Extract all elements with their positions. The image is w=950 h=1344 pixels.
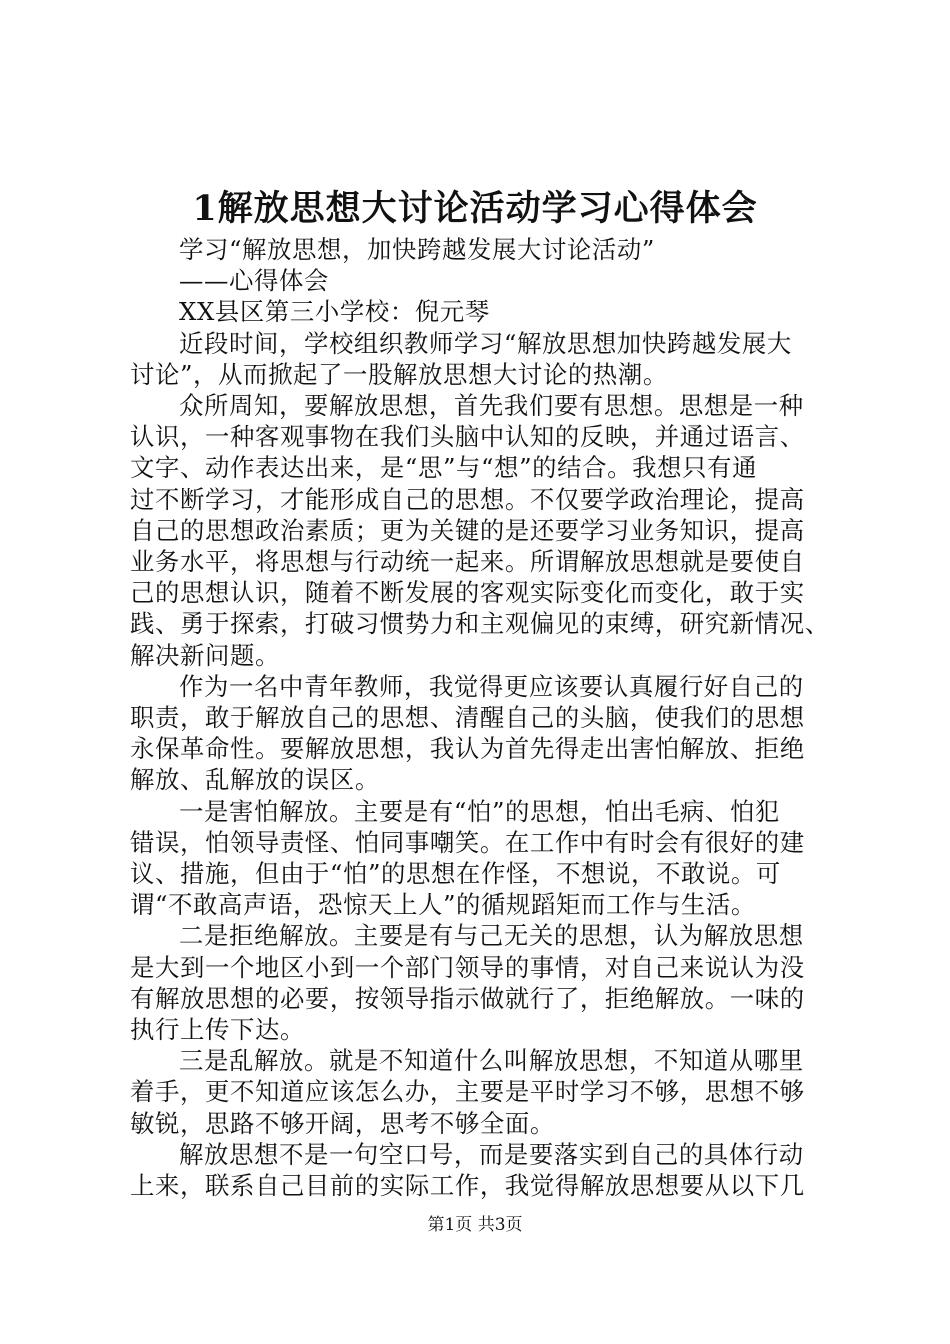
paragraph-line: 议、措施，但由于“怕”的思想在作怪，不想说，不敢说。可 (130, 859, 781, 889)
paragraph-line: 上来，联系自己目前的实际工作，我觉得解放思想要从以下几 (130, 1171, 805, 1201)
paragraph-line: 认识，一种客观事物在我们头脑中认知的反映，并通过语言、 (130, 422, 805, 452)
paragraph-line: 是大到一个地区小到一个部门领导的事情，对自己来说认为没 (130, 952, 805, 982)
subtitle-line: 学习“解放思想，加快跨越发展大讨论活动” (179, 235, 655, 264)
author-line: XX县区第三小学校：倪元琴 (179, 297, 490, 327)
paragraph-line: 解放思想不是一句空口号，而是要落实到自己的具体行动 (179, 1139, 804, 1169)
paragraph-line: 解决新问题。 (130, 640, 280, 670)
paragraph-line: 讨论”，从而掀起了一股解放思想大讨论的热潮。 (130, 359, 668, 389)
paragraph-line: 己的思想认识，随着不断发展的客观实际变化而变化，敢于实 (130, 578, 805, 608)
paragraph-line: 敏锐，思路不够开阔，思考不够全面。 (130, 1108, 555, 1138)
paragraph-line: 永保革命性。要解放思想，我认为首先得走出害怕解放、拒绝 (130, 734, 805, 764)
paragraph (130, 1045, 842, 1139)
paragraph-line: 践、勇于探索，打破习惯势力和主观偏见的束缚，研究新情况、 (130, 609, 830, 639)
paragraph (130, 671, 842, 796)
paragraph-line: 执行上传下达。 (130, 1015, 305, 1045)
paragraph (130, 328, 842, 390)
paragraph-line: 过不断学习，才能形成自己的思想。不仅要学政治理论，提高 (130, 484, 805, 514)
paragraph (130, 920, 842, 1045)
document-title: 1解放思想大讨论活动学习心得体会 (192, 188, 758, 229)
paragraph-line: 解放、乱解放的误区。 (130, 765, 380, 795)
paragraph-line: 近段时间，学校组织教师学习“解放思想加快跨越发展大 (179, 328, 792, 358)
paragraph-line: 众所周知，要解放思想，首先我们要有思想。思想是一种 (179, 391, 804, 421)
paragraph-line: 着手，更不知道应该怎么办，主要是平时学习不够，思想不够 (130, 1077, 805, 1107)
paragraph-line: 错误，怕领导责怪、怕同事嘲笑。在工作中有时会有很好的建 (130, 827, 805, 857)
paragraph-line: 三是乱解放。就是不知道什么叫解放思想，不知道从哪里 (179, 1046, 804, 1076)
paragraph (130, 390, 842, 671)
paragraph (130, 1139, 842, 1201)
paragraph-line: 自己的思想政治素质；更为关键的是还要学习业务知识，提高 (130, 515, 805, 545)
document-body (130, 234, 842, 1201)
paragraph-line: 文字、动作表达出来，是“思”与“想”的结合。我想只有通 (130, 453, 758, 483)
paragraph-line: 二是拒绝解放。主要是有与己无关的思想，认为解放思想 (179, 921, 804, 951)
subtitle-line: ——心得体会 (179, 266, 329, 296)
paragraph-line: 职责，敢于解放自己的思想、清醒自己的头脑，使我们的思想 (130, 703, 805, 733)
paragraph-line: 有解放思想的必要，按领导指示做就行了，拒绝解放。一味的 (130, 983, 805, 1013)
paragraph-line: 业务水平，将思想与行动统一起来。所谓解放思想就是要使自 (130, 547, 805, 577)
page-footer: 第1页 共3页 (427, 1215, 523, 1235)
paragraph-line: 作为一名中青年教师，我觉得更应该要认真履行好自己的 (179, 671, 804, 701)
paragraph-line: 一是害怕解放。主要是有“怕”的思想，怕出毛病、怕犯 (179, 796, 780, 826)
paragraph (130, 796, 842, 921)
paragraph-line: 谓“不敢高声语，恐惊天上人”的循规蹈矩而工作与生活。 (130, 890, 756, 920)
subtitle-block (130, 234, 842, 328)
